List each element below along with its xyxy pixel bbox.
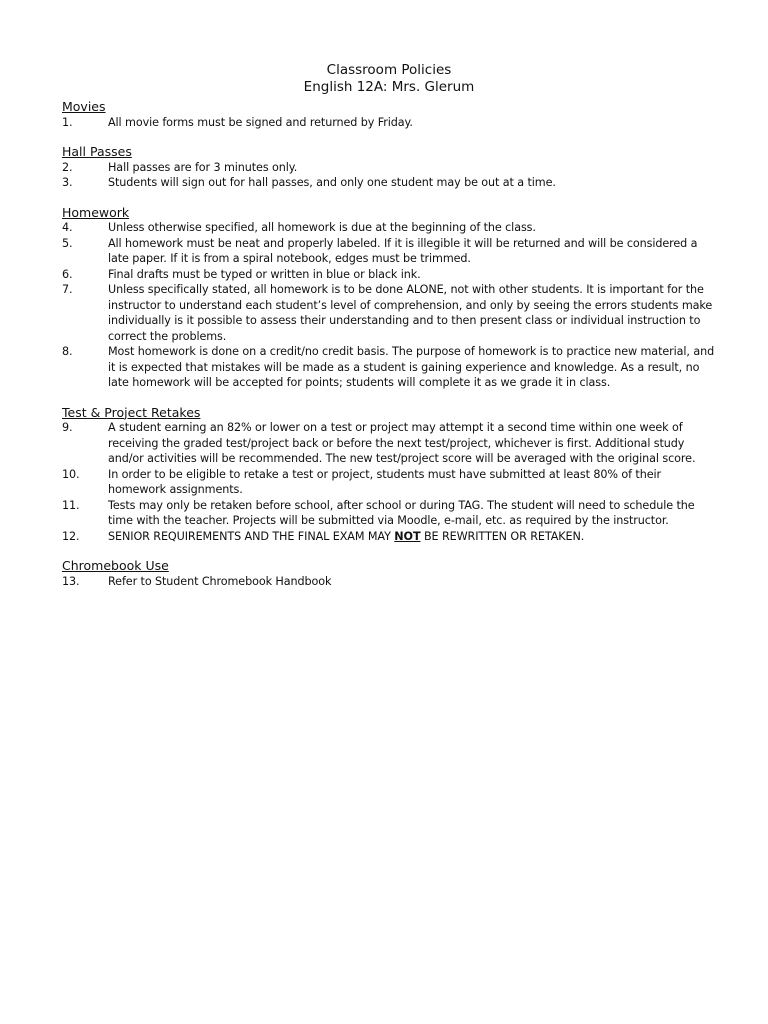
title-line-1: Classroom Policies [326,62,452,78]
item-number: 12. [62,529,80,543]
section-heading: Test & Project Retakes [62,404,201,420]
item-text: All homework must be neat and properly labeled. If it is illegible it will be returned and will be considered a late paper. If it is from a spiral notebook, edges must be trimmed. [108,236,698,265]
policy-item [62,467,716,498]
policy-list [62,220,716,391]
item-number: 13. [62,574,80,588]
item-number: 4. [62,221,73,234]
item-text: Final drafts must be typed or written in blue or black ink. [108,267,421,281]
title-line-2: English 12A: Mrs. Glerum [303,79,475,95]
item-text: Students will sign out for hall passes, and only one student may be out at a time. [108,176,556,189]
item-text: Most homework is done on a credit/no credit basis. The purpose of homework is to practice new material, and it is expected that mistakes will be made as a student is gaining experience and knowledge. As a result, no late homework will be accepted for points; students will complete it as we grade it in class. [108,345,715,389]
policy-list [62,574,716,590]
section-heading: Chromebook Use [62,558,169,573]
item-number: 2. [62,160,73,174]
item-text: Refer to Student Chromebook Handbook [108,574,332,588]
section-chromebook-use [62,558,716,589]
policy-document [62,62,716,603]
item-text: Unless otherwise specified, all homework is due at the beginning of the class. [108,221,536,234]
section-homework [62,205,716,391]
item-text: A student earning an 82% or lower on a test or project may attempt it a second time within one week of receiving the graded test/project back or before the next test/project, whichever is first. Additional study and/or activities will be recommended. The new test/project score will be averaged with the original score. [108,421,696,465]
policy-item [62,498,716,529]
section-heading: Homework [62,204,130,220]
policy-item [62,175,716,191]
item-text: All movie forms must be signed and returned by Friday. [108,115,413,129]
section-movies [62,99,716,130]
item-text: In order to be eligible to retake a test or project, students must have submitted at least 80% of their homework assignments. [108,467,662,496]
item-text-emphasis: NOT [394,529,421,543]
item-number: 8. [62,345,73,358]
item-text [108,529,716,545]
item-number: 3. [62,176,73,189]
policy-item [62,420,716,467]
item-number: 7. [62,283,73,296]
policy-item [62,574,716,590]
policy-list [62,420,716,544]
item-text: Tests may only be retaken before school, after school or during TAG. The student will need to schedule the time with the teacher. Projects will be submitted via Moodle, e-mail, etc. as required by the instructor. [108,498,695,527]
section-test-project-retakes [62,405,716,545]
item-number: 10. [62,467,80,481]
section-heading: Hall Passes [62,144,132,159]
item-number: 11. [62,498,80,512]
item-number: 9. [62,421,73,434]
policy-list [62,115,716,131]
item-text-after: BE REWRITTEN OR RETAKEN. [420,529,585,543]
document-title [62,62,716,96]
section-hall-passes [62,144,716,191]
policy-list [62,160,716,191]
item-number: 1. [62,115,73,129]
policy-item [62,267,716,283]
item-text: Unless specifically stated, all homework is to be done ALONE, not with other students. It is important for the instructor to understand each student’s level of comprehension, and only by seeing the errors students make individually is it possible to assess their understanding and to then present class or individual instruction to correct the problems. [108,283,713,343]
item-number: 6. [62,267,73,281]
policy-item [62,115,716,131]
policy-item [62,236,716,267]
section-heading: Movies [62,99,106,114]
item-text-before: SENIOR REQUIREMENTS AND THE FINAL EXAM MAY [108,529,395,543]
policy-item [62,529,716,545]
item-text: Hall passes are for 3 minutes only. [108,160,298,174]
item-number: 5. [62,236,73,250]
policy-item [62,160,716,176]
policy-item [62,282,716,344]
policy-item [62,220,716,236]
policy-item [62,344,716,391]
